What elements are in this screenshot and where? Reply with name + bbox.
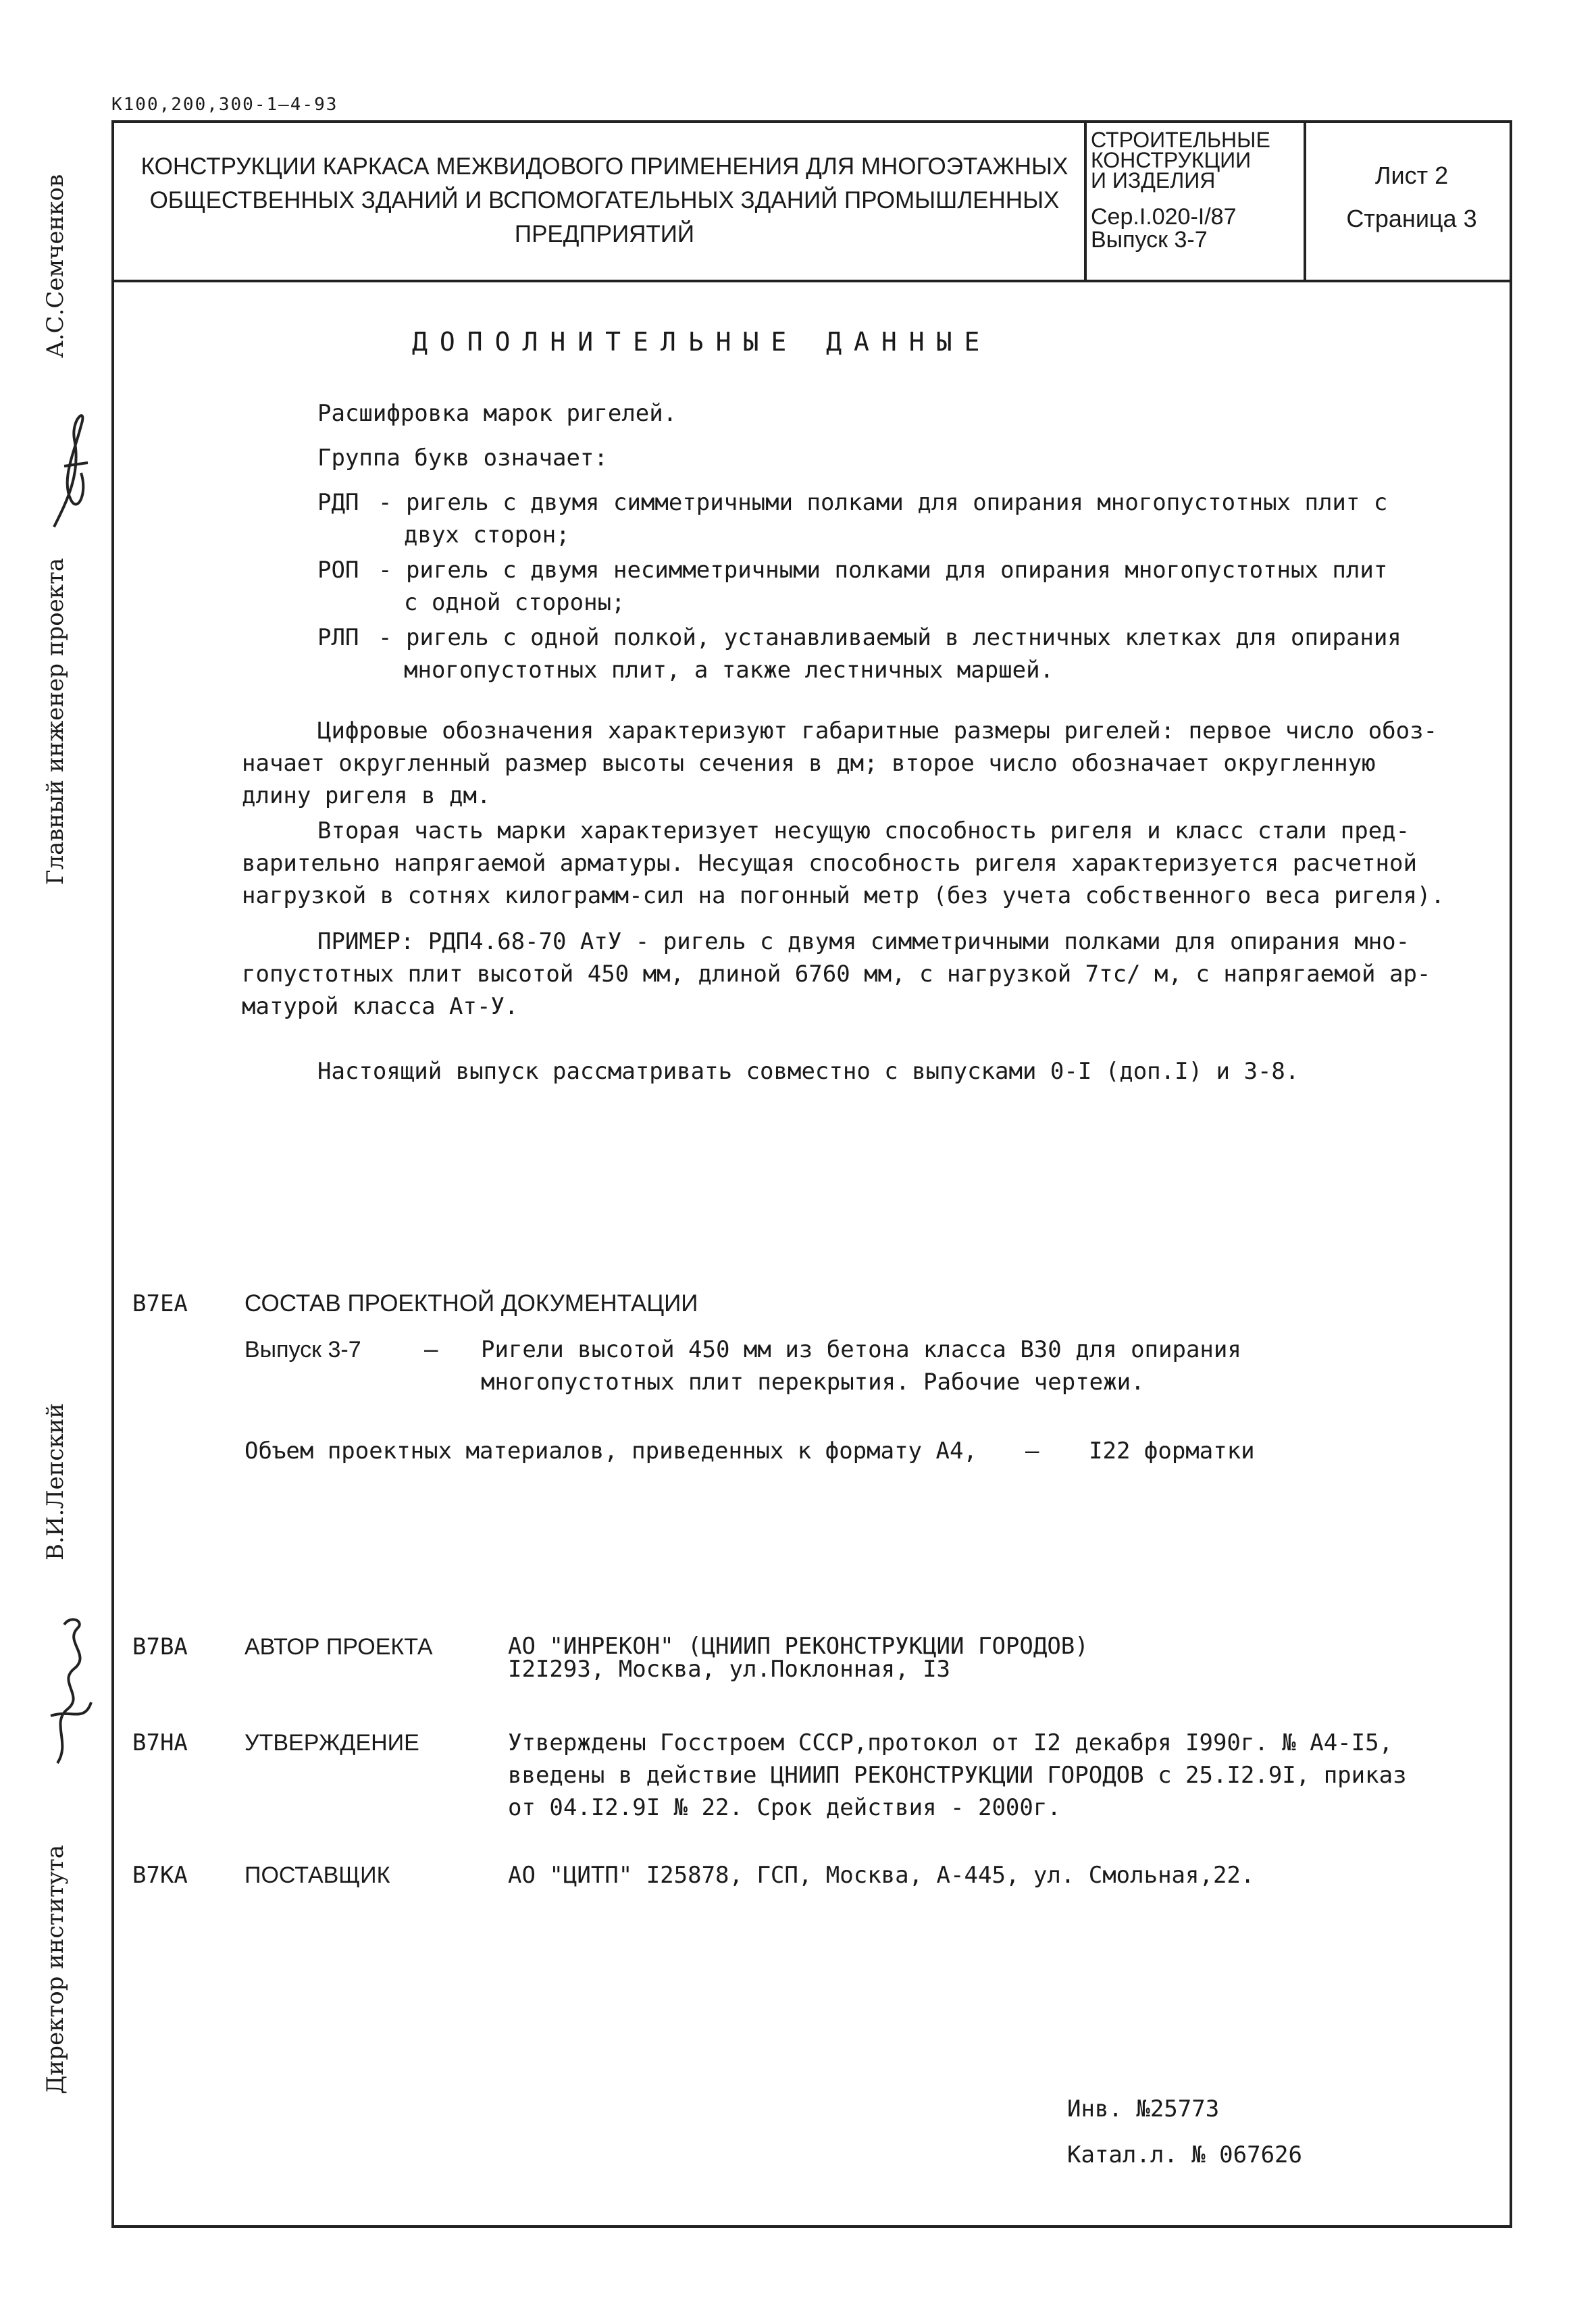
header-title-line: ОБЩЕСТВЕННЫХ ЗДАНИЙ И ВСПОМОГАТЕЛЬНЫХ ЗДАНИЙ ПРОМЫШЛЕННЫХ bbox=[149, 187, 1060, 213]
paragraph-line: ПРИМЕР: РДП4.68-70 АтУ - ригель с двумя симметричными полками для опирания мно- bbox=[317, 928, 1410, 955]
composition-issue-desc: многопустотных плит перекрытия. Рабочие чертежи. bbox=[481, 1369, 1145, 1396]
inventory-number: Инв. №25773 bbox=[1067, 2095, 1220, 2123]
volume-value: I22 форматки bbox=[1089, 1438, 1255, 1465]
composition-code: В7ЕА bbox=[132, 1290, 188, 1317]
record-line: Утверждены Госстроем СССР,протокол от I2 декабря I990г. № А4-I5, bbox=[508, 1729, 1393, 1756]
header-divider-v2 bbox=[1304, 120, 1306, 281]
record-label: АВТОР ПРОЕКТА bbox=[244, 1634, 433, 1660]
group-intro: Группа букв означает: bbox=[317, 444, 608, 472]
decoding-intro: Расшифровка марок ригелей. bbox=[317, 400, 677, 427]
side-label-chief-engineer: Главный инженер проекта bbox=[42, 557, 69, 885]
paragraph-line: нагрузкой в сотнях килограмм-сил на погонный метр (без учета собственного веса ригеля). bbox=[242, 882, 1445, 909]
signature-lepsky bbox=[37, 1608, 98, 1770]
header-title-line: ПРЕДПРИЯТИЙ bbox=[514, 221, 695, 247]
record-code: В7КА bbox=[132, 1862, 188, 1889]
volume-label: Объем проектных материалов, приведенных к формату А4, bbox=[244, 1438, 977, 1465]
page-frame bbox=[111, 120, 1512, 2228]
decoding-item-line: многопустотных плит, а также лестничных маршей. bbox=[404, 657, 1054, 684]
composition-issue-label: Выпуск 3-7 bbox=[244, 1337, 361, 1363]
composition-title: СОСТАВ ПРОЕКТНОЙ ДОКУМЕНТАЦИИ bbox=[244, 1290, 698, 1317]
paragraph-line: гопустотных плит высотой 450 мм, длиной 6760 мм, с нагрузкой 7тс/ м, с напрягаемой ар- bbox=[242, 961, 1431, 988]
signature-chief-engineer bbox=[41, 399, 95, 534]
issue-note: Настоящий выпуск рассматривать совместно с выпусками 0-I (доп.I) и 3-8. bbox=[317, 1058, 1299, 1085]
record-line: АО "ИНРЕКОН" (ЦНИИП РЕКОНСТРУКЦИИ ГОРОДОВ) bbox=[508, 1633, 1089, 1660]
page-number: Страница 3 bbox=[1346, 205, 1477, 232]
header-divider-v1 bbox=[1084, 120, 1087, 281]
decoding-item-code: РОП bbox=[317, 557, 359, 584]
category-line: СТРОИТЕЛЬНЫЕ bbox=[1091, 128, 1270, 152]
issue-number: Выпуск 3-7 bbox=[1091, 227, 1208, 253]
record-code: В7ВА bbox=[132, 1633, 188, 1660]
record-label: УТВЕРЖДЕНИЕ bbox=[244, 1730, 419, 1756]
record-line: от 04.I2.9I № 22. Срок действия - 2000г. bbox=[508, 1794, 1061, 1821]
side-label-director: Директор института bbox=[42, 1844, 69, 2094]
composition-dash: – bbox=[424, 1336, 438, 1363]
document-code: К100,200,300-1—4-93 bbox=[111, 95, 338, 115]
decoding-item-code: РДП bbox=[317, 489, 359, 516]
side-label-lepsky: В.И.Лепский bbox=[42, 1402, 69, 1560]
header-title bbox=[135, 150, 1074, 251]
header-category bbox=[1091, 128, 1300, 253]
header-title-line: КОНСТРУКЦИИ КАРКАСА МЕЖВИДОВОГО ПРИМЕНЕНИЯ ДЛЯ МНОГОЭТАЖНЫХ bbox=[140, 153, 1069, 180]
decoding-item-line: с одной стороны; bbox=[404, 589, 625, 616]
decoding-item-line: двух сторон; bbox=[404, 522, 570, 549]
paragraph-line: длину ригеля в дм. bbox=[242, 782, 491, 809]
catalog-number: Катал.л. № 067626 bbox=[1067, 2141, 1302, 2168]
decoding-item-line: - ригель с одной полкой, устанавливаемый в лестничных клетках для опирания bbox=[378, 624, 1401, 651]
side-label-author: А.С.Семченков bbox=[42, 174, 69, 358]
decoding-item-line: - ригель с двумя симметричными полками для опирания многопустотных плит с bbox=[378, 489, 1388, 516]
section-title: ДОПОЛНИТЕЛЬНЫЕ ДАННЫЕ bbox=[412, 327, 992, 357]
header-sheet-info bbox=[1314, 154, 1510, 240]
paragraph-line: матурой класса Ат-У. bbox=[242, 993, 519, 1020]
composition-issue-desc: Ригели высотой 450 мм из бетона класса В30 для опирания bbox=[481, 1336, 1241, 1363]
category-line: И ИЗДЕЛИЯ bbox=[1091, 168, 1216, 193]
sheet-number: Лист 2 bbox=[1374, 161, 1449, 189]
volume-dash: – bbox=[1025, 1438, 1039, 1465]
record-label: ПОСТАВЩИК bbox=[244, 1862, 390, 1888]
record-line: введены в действие ЦНИИП РЕКОНСТРУКЦИИ ГОРОДОВ с 25.I2.9I, приказ bbox=[508, 1762, 1407, 1789]
record-line: I2I293, Москва, ул.Поклонная, I3 bbox=[508, 1656, 951, 1683]
paragraph-line: начает округленный размер высоты сечения в дм; второе число обозначает округленную bbox=[242, 750, 1376, 777]
record-line: АО "ЦИТП" I25878, ГСП, Москва, А-445, ул. Смольная,22. bbox=[508, 1862, 1255, 1889]
series-number: Сер.I.020-I/87 bbox=[1091, 204, 1237, 230]
header-divider bbox=[111, 280, 1512, 282]
record-code: В7НА bbox=[132, 1729, 188, 1756]
paragraph-line: Вторая часть марки характеризует несущую способность ригеля и класс стали пред- bbox=[317, 817, 1410, 844]
paragraph-line: Цифровые обозначения характеризуют габаритные размеры ригелей: первое число обоз- bbox=[317, 717, 1438, 744]
decoding-item-code: РЛП bbox=[317, 624, 359, 651]
paragraph-line: варительно напрягаемой арматуры. Несущая способность ригеля характеризуется расчетной bbox=[242, 850, 1417, 877]
category-line: КОНСТРУКЦИИ bbox=[1091, 148, 1252, 172]
decoding-item-line: - ригель с двумя несимметричными полками для опирания многопустотных плит bbox=[378, 557, 1388, 584]
